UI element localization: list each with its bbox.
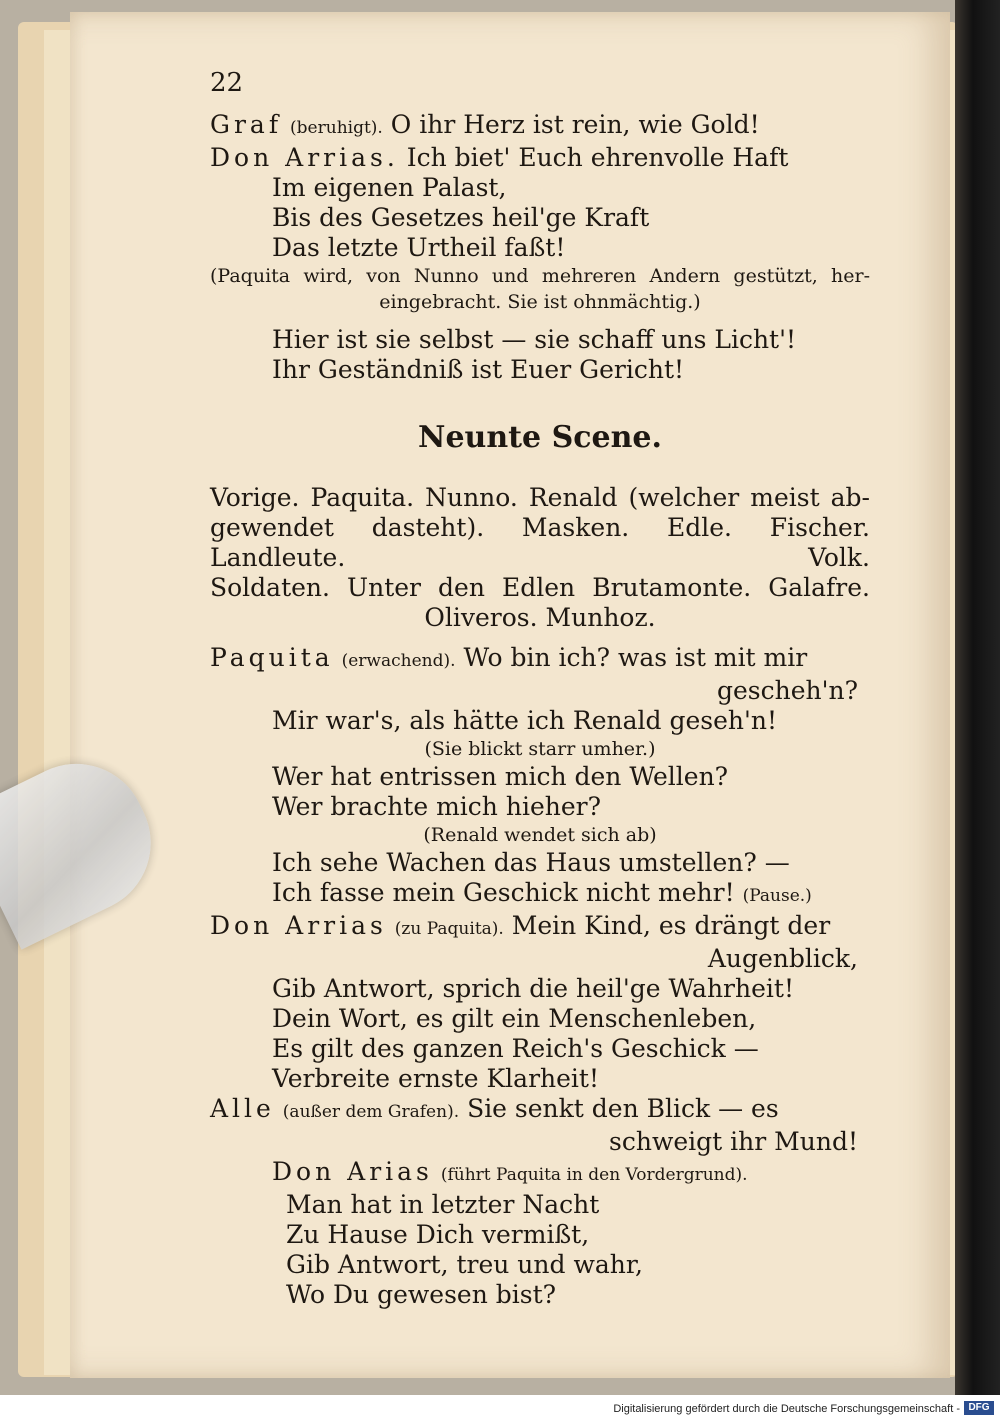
stage-direction: eingebracht. Sie ist ohnmächtig.) <box>379 291 701 313</box>
speaker-name: Alle <box>210 1094 275 1123</box>
funding-notice: Digitalisierung gefördert durch die Deutsche Forschungsgemeinschaft - <box>613 1403 960 1415</box>
verse-line: Wo Du gewesen bist? <box>286 1280 557 1309</box>
line-arrias-2 <box>210 911 870 944</box>
verse-line: Ihr Geständniß ist Euer Gericht! <box>272 355 685 384</box>
stage-direction: (Paquita wird, von Nunno und mehreren Andern gestützt, her- <box>210 265 870 287</box>
stage-direction: (Sie blickt starr umher.) <box>424 738 656 760</box>
verse-text: Ich biet' Euch ehrenvolle Haft <box>406 143 789 172</box>
stage-direction: (erwachend). <box>341 651 456 671</box>
stage-direction: (beruhigt). <box>290 118 383 138</box>
line-alle <box>210 1094 870 1127</box>
verse-text: Ich fasse mein Geschick nicht mehr! <box>272 878 735 907</box>
verse-line: Verbreite ernste Klarheit! <box>272 1064 600 1093</box>
line-arrias <box>210 143 870 173</box>
verse-line: Gib Antwort, sprich die heil'ge Wahrheit! <box>272 974 794 1003</box>
verse-line: Wer hat entrissen mich den Wellen? <box>272 762 729 791</box>
verse-text: Sie senkt den Blick — es <box>467 1094 779 1123</box>
verse-line: Mir war's, als hätte ich Renald geseh'n! <box>272 706 778 735</box>
stage-direction: (führt Paquita in den Vordergrund). <box>440 1165 748 1185</box>
line-paquita <box>210 643 870 676</box>
verse-line: Zu Hause Dich vermißt, <box>286 1220 590 1249</box>
verse-line: gescheh'n? <box>716 676 858 705</box>
speaker-name: Graf <box>210 110 283 139</box>
footer-bar <box>0 1395 1000 1423</box>
verse-line: Wer brachte mich hieher? <box>272 792 601 821</box>
line-graf <box>210 110 870 143</box>
verse-line: Das letzte Urtheil faßt! <box>272 233 566 262</box>
speaker-name: Don Arias <box>272 1157 433 1186</box>
cast-line: Vorige. Paquita. Nunno. Renald (welcher meist ab- <box>210 483 870 512</box>
cast-line: Oliveros. Munhoz. <box>424 603 656 632</box>
verse-line: Man hat in letzter Nacht <box>286 1190 600 1219</box>
cast-line: Soldaten. Unter den Edlen Brutamonte. Galafre. <box>210 573 870 602</box>
verse-line: Augenblick, <box>707 944 858 973</box>
verse-line: Hier ist sie selbst — sie schaff uns Licht'! <box>272 325 797 354</box>
verse-line: Gib Antwort, treu und wahr, <box>286 1250 644 1279</box>
stage-direction: (außer dem Grafen). <box>282 1102 460 1122</box>
line-arias <box>210 1157 870 1190</box>
verse-text: O ihr Herz ist rein, wie Gold! <box>390 110 760 139</box>
stage-direction: (Renald wendet sich ab) <box>423 824 657 846</box>
page-number: 22 <box>210 68 244 98</box>
verse-line: Im eigenen Palast, <box>272 173 507 202</box>
speaker-name: Don Arrias. <box>210 143 399 172</box>
scene-heading: Neunte Scene. <box>418 420 662 455</box>
facing-page-edge <box>955 0 1000 1395</box>
verse-line <box>210 878 870 911</box>
speaker-name: Don Arrias <box>210 911 387 940</box>
verse-text: Wo bin ich? was ist mit mir <box>463 643 808 672</box>
page-text <box>210 68 870 1310</box>
verse-line: Dein Wort, es gilt ein Menschenleben, <box>272 1004 757 1033</box>
verse-line: Bis des Gesetzes heil'ge Kraft <box>272 203 650 232</box>
verse-line: Es gilt des ganzen Reich's Geschick — <box>272 1034 759 1063</box>
stage-direction: (Pause.) <box>742 886 812 906</box>
stage-direction: (zu Paquita). <box>394 919 504 939</box>
verse-line: Ich sehe Wachen das Haus umstellen? — <box>272 848 790 877</box>
speaker-name: Paquita <box>210 643 334 672</box>
dfg-logo: DFG <box>964 1401 994 1415</box>
verse-text: Mein Kind, es drängt der <box>511 911 831 940</box>
verse-line: schweigt ihr Mund! <box>609 1127 858 1156</box>
cast-line: gewendet dasteht). Masken. Edle. Fischer. Landleute. Volk. <box>210 513 870 572</box>
